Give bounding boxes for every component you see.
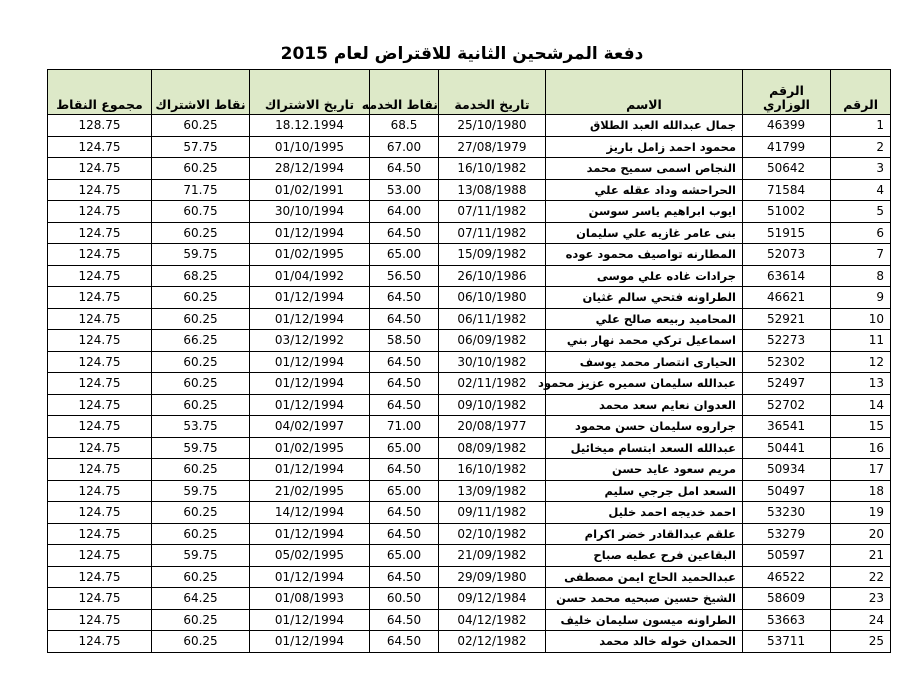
name-cell: عبدالحميد الحاج ايمن مصطفى bbox=[546, 566, 743, 588]
subscription-points-cell: 60.25 bbox=[152, 222, 250, 244]
subscription-points-cell: 59.75 bbox=[152, 437, 250, 459]
service-date-cell: 07/11/1982 bbox=[439, 201, 546, 223]
subscription-date-cell: 05/02/1995 bbox=[250, 545, 370, 567]
table-row bbox=[48, 179, 891, 201]
service-date-cell: 06/11/1982 bbox=[439, 308, 546, 330]
subscription-points-cell: 60.25 bbox=[152, 373, 250, 395]
name-cell: العدوان نعايم سعد محمد bbox=[546, 394, 743, 416]
total-points-cell: 128.75 bbox=[48, 115, 152, 137]
service-date-cell: 09/10/1982 bbox=[439, 394, 546, 416]
page-title: دفعة المرشحين الثانية للاقتراض لعام 2015 bbox=[280, 44, 644, 64]
ministry-id-cell: 41799 bbox=[743, 136, 831, 158]
ministry-id-cell: 53711 bbox=[743, 631, 831, 653]
service-points-cell: 56.50 bbox=[370, 265, 439, 287]
service-points-cell: 64.50 bbox=[370, 609, 439, 631]
table-row bbox=[48, 566, 891, 588]
subscription-date-cell: 01/08/1993 bbox=[250, 588, 370, 610]
total-points-cell: 124.75 bbox=[48, 459, 152, 481]
service-date-cell: 02/12/1982 bbox=[439, 631, 546, 653]
service-date-cell: 16/10/1982 bbox=[439, 459, 546, 481]
subscription-date-cell: 14/12/1994 bbox=[250, 502, 370, 524]
subscription-date-cell: 18.12.1994 bbox=[250, 115, 370, 137]
total-points-cell: 124.75 bbox=[48, 287, 152, 309]
subscription-points-cell: 60.25 bbox=[152, 459, 250, 481]
service-date-cell: 06/10/1980 bbox=[439, 287, 546, 309]
ministry-id-cell: 52073 bbox=[743, 244, 831, 266]
ministry-id-cell: 53230 bbox=[743, 502, 831, 524]
subscription-points-cell: 71.75 bbox=[152, 179, 250, 201]
row-number-cell: 13 bbox=[831, 373, 891, 395]
total-points-cell: 124.75 bbox=[48, 222, 152, 244]
subscription-points-cell: 60.25 bbox=[152, 308, 250, 330]
subscription-date-cell: 01/12/1994 bbox=[250, 373, 370, 395]
table-row bbox=[48, 523, 891, 545]
table-row bbox=[48, 480, 891, 502]
name-cell: عبدالله السعد ابتسام ميخائيل bbox=[546, 437, 743, 459]
row-number-cell: 12 bbox=[831, 351, 891, 373]
total-points-cell: 124.75 bbox=[48, 416, 152, 438]
table-row bbox=[48, 459, 891, 481]
name-cell: اسماعيل تركي محمد نهار بني bbox=[546, 330, 743, 352]
subscription-date-cell: 01/12/1994 bbox=[250, 222, 370, 244]
row-number-cell: 14 bbox=[831, 394, 891, 416]
subscription-points-cell: 66.25 bbox=[152, 330, 250, 352]
ministry-id-cell: 52302 bbox=[743, 351, 831, 373]
table-row bbox=[48, 394, 891, 416]
subscription-points-cell: 68.25 bbox=[152, 265, 250, 287]
table-row bbox=[48, 201, 891, 223]
ministry-id-cell: 46399 bbox=[743, 115, 831, 137]
service-points-cell: 64.50 bbox=[370, 631, 439, 653]
table-row bbox=[48, 502, 891, 524]
name-cell: الحمدان خوله خالد محمد bbox=[546, 631, 743, 653]
name-cell: علقم عبدالقادر خضر اكرام bbox=[546, 523, 743, 545]
header-total-points: مجموع النقاط bbox=[48, 70, 152, 115]
service-points-cell: 71.00 bbox=[370, 416, 439, 438]
service-points-cell: 64.50 bbox=[370, 394, 439, 416]
subscription-date-cell: 01/12/1994 bbox=[250, 631, 370, 653]
subscription-date-cell: 30/10/1994 bbox=[250, 201, 370, 223]
name-cell: المحاميد ربيعه صالح علي bbox=[546, 308, 743, 330]
subscription-points-cell: 60.25 bbox=[152, 631, 250, 653]
name-cell: الطراونه ميسون سليمان خليف bbox=[546, 609, 743, 631]
ministry-id-cell: 71584 bbox=[743, 179, 831, 201]
table-row bbox=[48, 222, 891, 244]
subscription-date-cell: 01/12/1994 bbox=[250, 351, 370, 373]
subscription-points-cell: 60.25 bbox=[152, 158, 250, 180]
header-name: الاسم bbox=[546, 70, 743, 115]
name-cell: الطراونه فتحي سالم غثيان bbox=[546, 287, 743, 309]
total-points-cell: 124.75 bbox=[48, 136, 152, 158]
row-number-cell: 3 bbox=[831, 158, 891, 180]
ministry-id-cell: 50934 bbox=[743, 459, 831, 481]
service-points-cell: 64.50 bbox=[370, 351, 439, 373]
service-points-cell: 64.50 bbox=[370, 373, 439, 395]
row-number-cell: 6 bbox=[831, 222, 891, 244]
total-points-cell: 124.75 bbox=[48, 351, 152, 373]
header-subscription-points: نقاط الاشتراك bbox=[152, 70, 250, 115]
service-date-cell: 29/09/1980 bbox=[439, 566, 546, 588]
service-date-cell: 09/12/1984 bbox=[439, 588, 546, 610]
subscription-date-cell: 01/12/1994 bbox=[250, 459, 370, 481]
subscription-points-cell: 59.75 bbox=[152, 545, 250, 567]
service-date-cell: 02/11/1982 bbox=[439, 373, 546, 395]
subscription-points-cell: 53.75 bbox=[152, 416, 250, 438]
subscription-points-cell: 59.75 bbox=[152, 244, 250, 266]
total-points-cell: 124.75 bbox=[48, 502, 152, 524]
table-row bbox=[48, 416, 891, 438]
total-points-cell: 124.75 bbox=[48, 394, 152, 416]
service-points-cell: 53.00 bbox=[370, 179, 439, 201]
ministry-id-cell: 53663 bbox=[743, 609, 831, 631]
subscription-date-cell: 01/12/1994 bbox=[250, 287, 370, 309]
table-row bbox=[48, 437, 891, 459]
ministry-id-cell: 51915 bbox=[743, 222, 831, 244]
subscription-points-cell: 59.75 bbox=[152, 480, 250, 502]
total-points-cell: 124.75 bbox=[48, 201, 152, 223]
service-date-cell: 21/09/1982 bbox=[439, 545, 546, 567]
ministry-id-cell: 46522 bbox=[743, 566, 831, 588]
header-subscription-date: تاريخ الاشتراك bbox=[250, 70, 370, 115]
table-row bbox=[48, 373, 891, 395]
subscription-date-cell: 21/02/1995 bbox=[250, 480, 370, 502]
subscription-points-cell: 57.75 bbox=[152, 136, 250, 158]
service-date-cell: 20/08/1977 bbox=[439, 416, 546, 438]
subscription-date-cell: 01/02/1995 bbox=[250, 244, 370, 266]
service-date-cell: 27/08/1979 bbox=[439, 136, 546, 158]
total-points-cell: 124.75 bbox=[48, 265, 152, 287]
total-points-cell: 124.75 bbox=[48, 158, 152, 180]
subscription-date-cell: 01/12/1994 bbox=[250, 308, 370, 330]
name-cell: السعد امل جرجي سليم bbox=[546, 480, 743, 502]
service-date-cell: 15/09/1982 bbox=[439, 244, 546, 266]
service-points-cell: 64.50 bbox=[370, 502, 439, 524]
total-points-cell: 124.75 bbox=[48, 373, 152, 395]
subscription-points-cell: 60.25 bbox=[152, 523, 250, 545]
ministry-id-cell: 52273 bbox=[743, 330, 831, 352]
subscription-date-cell: 28/12/1994 bbox=[250, 158, 370, 180]
header-service-date: تاريخ الخدمة bbox=[439, 70, 546, 115]
header-ministry-id bbox=[743, 70, 831, 115]
ministry-id-cell: 58609 bbox=[743, 588, 831, 610]
total-points-cell: 124.75 bbox=[48, 588, 152, 610]
name-cell: احمد خديجه احمد خليل bbox=[546, 502, 743, 524]
ministry-id-cell: 50597 bbox=[743, 545, 831, 567]
table-row bbox=[48, 545, 891, 567]
service-points-cell: 65.00 bbox=[370, 437, 439, 459]
service-points-cell: 65.00 bbox=[370, 545, 439, 567]
name-cell: المطارنه تواصيف محمود عوده bbox=[546, 244, 743, 266]
row-number-cell: 21 bbox=[831, 545, 891, 567]
service-points-cell: 64.50 bbox=[370, 222, 439, 244]
subscription-date-cell: 04/02/1997 bbox=[250, 416, 370, 438]
subscription-date-cell: 01/02/1991 bbox=[250, 179, 370, 201]
name-cell: الحيارى انتصار محمد يوسف bbox=[546, 351, 743, 373]
table-row bbox=[48, 115, 891, 137]
row-number-cell: 8 bbox=[831, 265, 891, 287]
total-points-cell: 124.75 bbox=[48, 566, 152, 588]
service-points-cell: 60.50 bbox=[370, 588, 439, 610]
total-points-cell: 124.75 bbox=[48, 545, 152, 567]
subscription-points-cell: 60.25 bbox=[152, 609, 250, 631]
service-date-cell: 08/09/1982 bbox=[439, 437, 546, 459]
service-date-cell: 07/11/1982 bbox=[439, 222, 546, 244]
service-date-cell: 09/11/1982 bbox=[439, 502, 546, 524]
total-points-cell: 124.75 bbox=[48, 523, 152, 545]
header-ministry-id-line1: الرقم bbox=[769, 83, 804, 98]
header-service-points: نقاط الخدمه bbox=[370, 70, 439, 115]
ministry-id-cell: 50441 bbox=[743, 437, 831, 459]
name-cell: جراروه سليمان حسن محمود bbox=[546, 416, 743, 438]
ministry-id-cell: 52702 bbox=[743, 394, 831, 416]
name-cell: ايوب ابراهيم ياسر سوسن bbox=[546, 201, 743, 223]
ministry-id-cell: 51002 bbox=[743, 201, 831, 223]
name-cell: عبدالله سليمان سميره عزيز محمود bbox=[546, 373, 743, 395]
service-date-cell: 25/10/1980 bbox=[439, 115, 546, 137]
service-points-cell: 64.00 bbox=[370, 201, 439, 223]
subscription-date-cell: 01/12/1994 bbox=[250, 394, 370, 416]
table-row bbox=[48, 330, 891, 352]
subscription-date-cell: 01/02/1995 bbox=[250, 437, 370, 459]
row-number-cell: 20 bbox=[831, 523, 891, 545]
ministry-id-cell: 52497 bbox=[743, 373, 831, 395]
service-date-cell: 13/09/1982 bbox=[439, 480, 546, 502]
ministry-id-cell: 52921 bbox=[743, 308, 831, 330]
name-cell: الحراحشه وداد عقله علي bbox=[546, 179, 743, 201]
ministry-id-cell: 53279 bbox=[743, 523, 831, 545]
service-points-cell: 64.50 bbox=[370, 459, 439, 481]
service-points-cell: 64.50 bbox=[370, 287, 439, 309]
subscription-points-cell: 60.75 bbox=[152, 201, 250, 223]
total-points-cell: 124.75 bbox=[48, 330, 152, 352]
table-row bbox=[48, 308, 891, 330]
header-ministry-id-line2: الوزاري bbox=[763, 97, 810, 112]
service-points-cell: 65.00 bbox=[370, 244, 439, 266]
total-points-cell: 124.75 bbox=[48, 609, 152, 631]
name-cell: بنى عامر غازيه علي سليمان bbox=[546, 222, 743, 244]
table-row bbox=[48, 158, 891, 180]
ministry-id-cell: 36541 bbox=[743, 416, 831, 438]
row-number-cell: 10 bbox=[831, 308, 891, 330]
name-cell: محمود احمد زامل باريز bbox=[546, 136, 743, 158]
service-points-cell: 64.50 bbox=[370, 523, 439, 545]
service-points-cell: 58.50 bbox=[370, 330, 439, 352]
service-date-cell: 26/10/1986 bbox=[439, 265, 546, 287]
table-row bbox=[48, 588, 891, 610]
name-cell: مريم سعود عايد حسن bbox=[546, 459, 743, 481]
row-number-cell: 15 bbox=[831, 416, 891, 438]
ministry-id-cell: 46621 bbox=[743, 287, 831, 309]
service-points-cell: 64.50 bbox=[370, 158, 439, 180]
ministry-id-cell: 50497 bbox=[743, 480, 831, 502]
name-cell: جمال عبدالله العبد الطلاق bbox=[546, 115, 743, 137]
subscription-points-cell: 60.25 bbox=[152, 287, 250, 309]
subscription-points-cell: 60.25 bbox=[152, 115, 250, 137]
name-cell: الشيخ حسين صبحيه محمد حسن bbox=[546, 588, 743, 610]
candidates-table bbox=[47, 69, 891, 653]
subscription-points-cell: 60.25 bbox=[152, 502, 250, 524]
ministry-id-cell: 50642 bbox=[743, 158, 831, 180]
table-row bbox=[48, 244, 891, 266]
service-points-cell: 64.50 bbox=[370, 566, 439, 588]
row-number-cell: 22 bbox=[831, 566, 891, 588]
row-number-cell: 5 bbox=[831, 201, 891, 223]
total-points-cell: 124.75 bbox=[48, 480, 152, 502]
subscription-points-cell: 60.25 bbox=[152, 566, 250, 588]
table-row bbox=[48, 265, 891, 287]
subscription-date-cell: 03/12/1992 bbox=[250, 330, 370, 352]
service-date-cell: 30/10/1982 bbox=[439, 351, 546, 373]
row-number-cell: 24 bbox=[831, 609, 891, 631]
header-number: الرقم bbox=[831, 70, 891, 115]
service-points-cell: 64.50 bbox=[370, 308, 439, 330]
subscription-date-cell: 01/12/1994 bbox=[250, 523, 370, 545]
service-date-cell: 04/12/1982 bbox=[439, 609, 546, 631]
total-points-cell: 124.75 bbox=[48, 244, 152, 266]
row-number-cell: 23 bbox=[831, 588, 891, 610]
row-number-cell: 9 bbox=[831, 287, 891, 309]
subscription-date-cell: 01/10/1995 bbox=[250, 136, 370, 158]
row-number-cell: 16 bbox=[831, 437, 891, 459]
total-points-cell: 124.75 bbox=[48, 179, 152, 201]
row-number-cell: 2 bbox=[831, 136, 891, 158]
row-number-cell: 4 bbox=[831, 179, 891, 201]
subscription-date-cell: 01/12/1994 bbox=[250, 609, 370, 631]
name-cell: جرادات غاده علي موسى bbox=[546, 265, 743, 287]
table-row bbox=[48, 351, 891, 373]
table-row bbox=[48, 136, 891, 158]
table-row bbox=[48, 631, 891, 653]
row-number-cell: 11 bbox=[831, 330, 891, 352]
service-points-cell: 67.00 bbox=[370, 136, 439, 158]
row-number-cell: 19 bbox=[831, 502, 891, 524]
subscription-points-cell: 64.25 bbox=[152, 588, 250, 610]
total-points-cell: 124.75 bbox=[48, 437, 152, 459]
table-row bbox=[48, 609, 891, 631]
row-number-cell: 1 bbox=[831, 115, 891, 137]
subscription-points-cell: 60.25 bbox=[152, 394, 250, 416]
name-cell: البقاعين فرح عطيه صباح bbox=[546, 545, 743, 567]
service-date-cell: 16/10/1982 bbox=[439, 158, 546, 180]
total-points-cell: 124.75 bbox=[48, 308, 152, 330]
service-date-cell: 02/10/1982 bbox=[439, 523, 546, 545]
table-row bbox=[48, 287, 891, 309]
total-points-cell: 124.75 bbox=[48, 631, 152, 653]
ministry-id-cell: 63614 bbox=[743, 265, 831, 287]
row-number-cell: 18 bbox=[831, 480, 891, 502]
service-date-cell: 13/08/1988 bbox=[439, 179, 546, 201]
subscription-points-cell: 60.25 bbox=[152, 351, 250, 373]
service-points-cell: 65.00 bbox=[370, 480, 439, 502]
row-number-cell: 17 bbox=[831, 459, 891, 481]
header-row bbox=[48, 70, 891, 115]
name-cell: النجاص اسمى سميح محمد bbox=[546, 158, 743, 180]
subscription-date-cell: 01/12/1994 bbox=[250, 566, 370, 588]
subscription-date-cell: 01/04/1992 bbox=[250, 265, 370, 287]
service-points-cell: 68.5 bbox=[370, 115, 439, 137]
row-number-cell: 25 bbox=[831, 631, 891, 653]
row-number-cell: 7 bbox=[831, 244, 891, 266]
service-date-cell: 06/09/1982 bbox=[439, 330, 546, 352]
table-body bbox=[48, 115, 891, 653]
